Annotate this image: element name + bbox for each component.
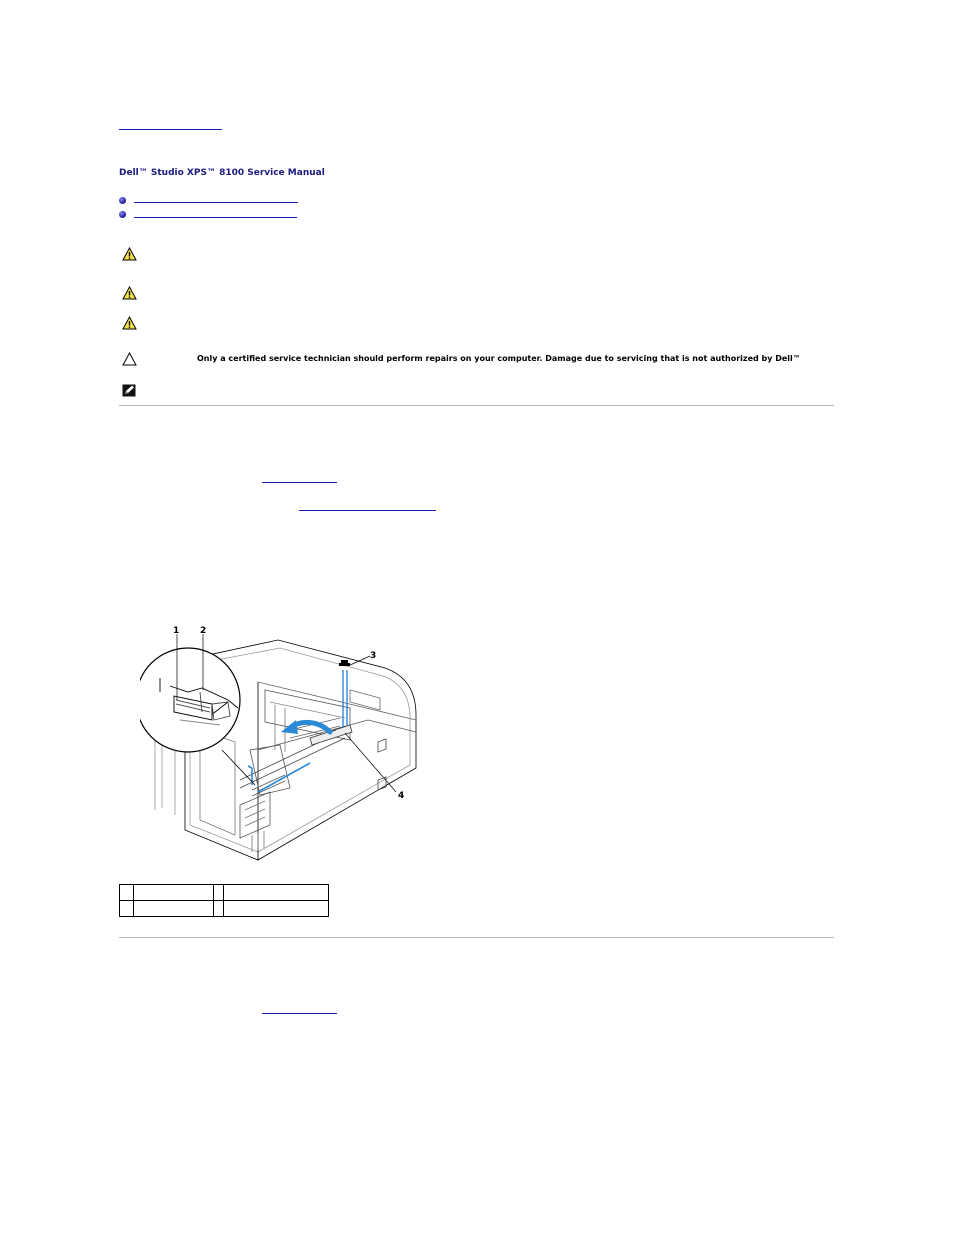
section-divider bbox=[119, 937, 834, 938]
cover-reference-link[interactable] bbox=[262, 1013, 337, 1014]
caution-icon bbox=[122, 352, 137, 366]
callout-label-1: 1 bbox=[173, 626, 180, 636]
callout-label-4: 4 bbox=[398, 791, 405, 801]
table-cell bbox=[134, 901, 214, 917]
toc-bullet-1 bbox=[119, 197, 126, 204]
table-cell bbox=[134, 885, 214, 901]
callout-label-3: 3 bbox=[370, 651, 377, 661]
table-cell bbox=[214, 885, 224, 901]
toc-link-1[interactable] bbox=[134, 202, 298, 203]
cover-reference-link[interactable] bbox=[262, 482, 337, 483]
callout-table bbox=[119, 884, 329, 917]
callout-label-2: 2 bbox=[200, 626, 207, 636]
toc-bullet-2 bbox=[119, 211, 126, 218]
warning-icon bbox=[122, 316, 137, 330]
table-cell bbox=[120, 885, 134, 901]
manual-title: Dell™ Studio XPS™ 8100 Service Manual bbox=[119, 168, 325, 178]
table-cell bbox=[224, 901, 329, 917]
illustration bbox=[140, 620, 440, 865]
table-cell bbox=[224, 885, 329, 901]
table-cell bbox=[120, 901, 134, 917]
caution-text: Only a certified service technician should perform repairs on your computer. Damage due to servicing that is not authorized by Dell™ bbox=[197, 354, 801, 363]
top-nav-link[interactable] bbox=[119, 129, 222, 130]
table-row bbox=[120, 901, 329, 917]
table-cell bbox=[214, 901, 224, 917]
component-reference-link[interactable] bbox=[299, 510, 436, 511]
warning-icon bbox=[122, 286, 137, 300]
warning-icon bbox=[122, 247, 137, 261]
section-divider bbox=[119, 405, 834, 406]
note-icon bbox=[122, 384, 136, 397]
table-row bbox=[120, 885, 329, 901]
toc-link-2[interactable] bbox=[134, 217, 297, 218]
